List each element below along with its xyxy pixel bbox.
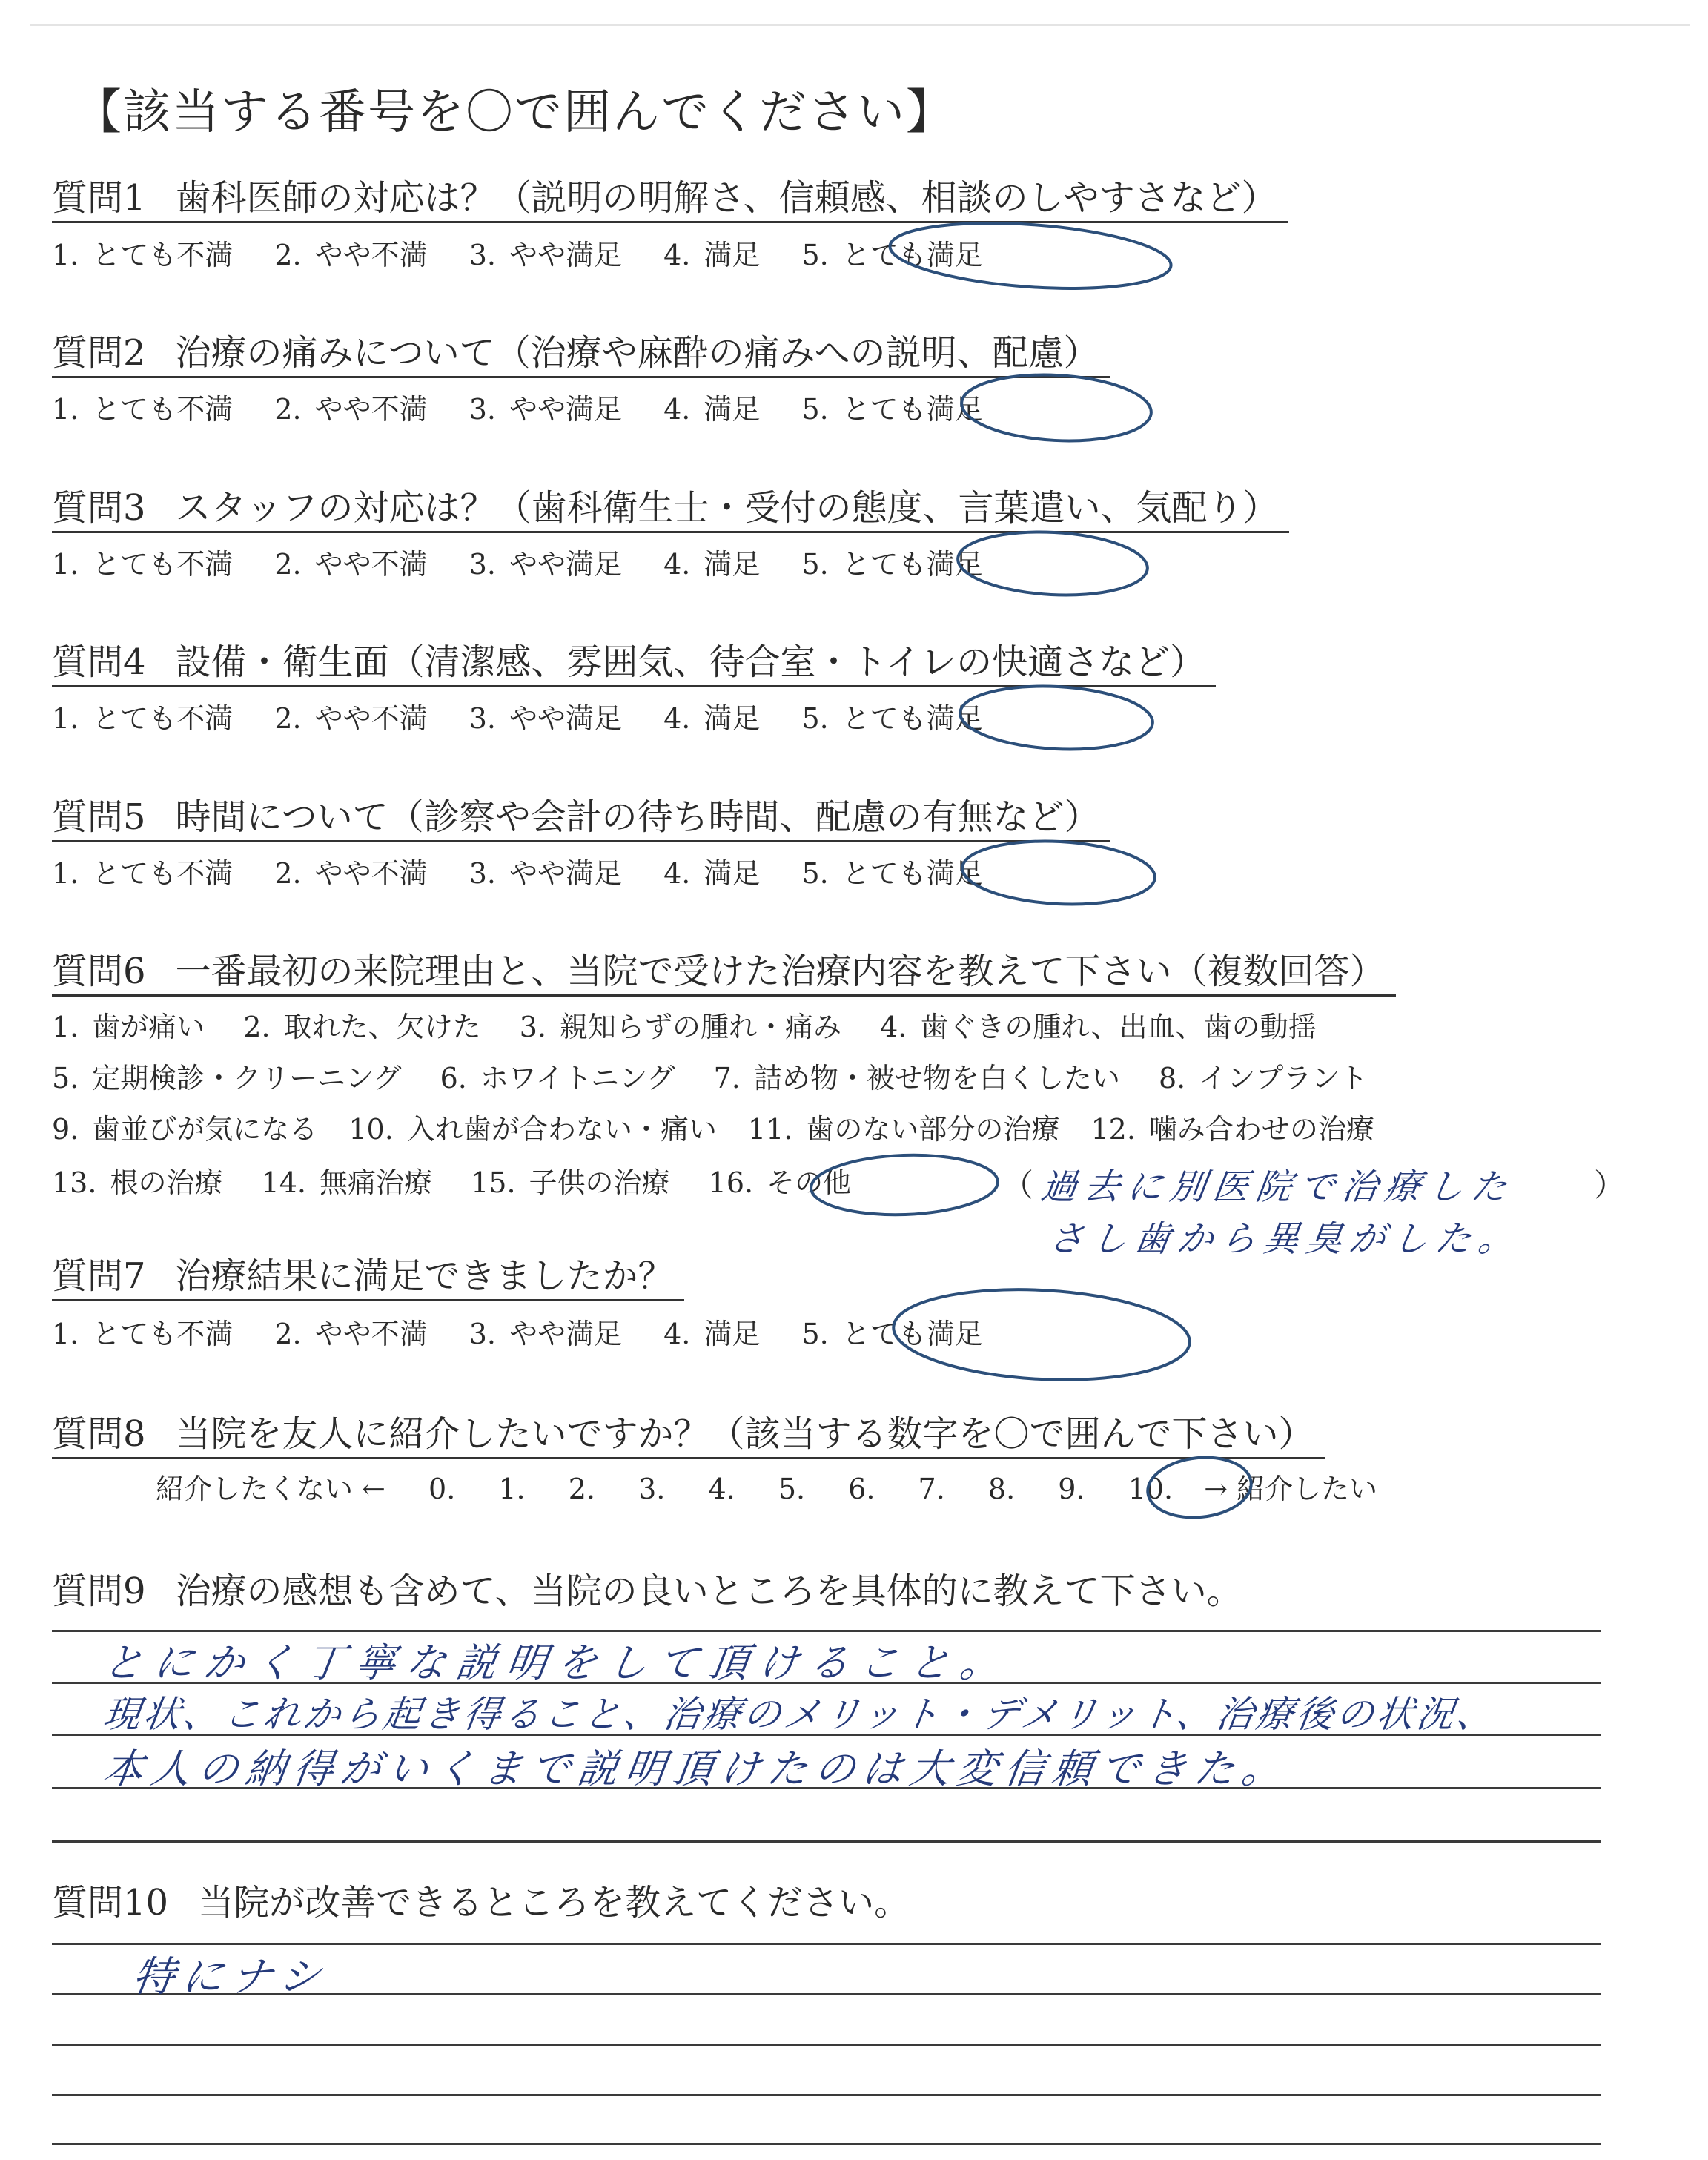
answer-line	[52, 2143, 1601, 2145]
question-8	[52, 1411, 1325, 1459]
question-number: 質問8	[52, 1413, 146, 1455]
rating-option-4[interactable]: 4. 満足	[663, 548, 761, 581]
question-text: 設備・衛生面（清潔感、雰囲気、待合室・トイレの快適さなど）	[175, 641, 1206, 683]
rating-option-3[interactable]: 3. やや満足	[469, 702, 623, 735]
reason-option-13[interactable]: 13. 根の治療	[52, 1166, 223, 1199]
recommend-scale	[156, 1470, 1411, 1508]
rating-option-5[interactable]: 5. とても満足	[801, 393, 983, 426]
rating-option-3[interactable]: 3. やや満足	[469, 548, 623, 581]
rating-option-4[interactable]: 4. 満足	[663, 702, 761, 735]
scale-option-2[interactable]: 2.	[568, 1473, 595, 1505]
scale-option-0[interactable]: 0.	[428, 1473, 456, 1505]
reason-option-3[interactable]: 3. 親知らずの腫れ・痛み	[519, 1011, 842, 1043]
question-3	[52, 485, 1289, 533]
reason-option-4[interactable]: 4. 歯ぐきの腫れ、出血、歯の動揺	[880, 1011, 1317, 1043]
rating-option-2[interactable]: 2. やや不満	[274, 239, 428, 271]
scale-option-4[interactable]: 4.	[708, 1473, 735, 1505]
answer-line	[52, 1840, 1601, 1843]
rating-option-5[interactable]: 5. とても満足	[801, 857, 983, 890]
rating-option-2[interactable]: 2. やや不満	[274, 702, 428, 735]
q6-options-row-1	[52, 1008, 1346, 1046]
rating-option-5[interactable]: 5. とても満足	[801, 1318, 983, 1350]
rating-option-5[interactable]: 5. とても満足	[801, 702, 983, 735]
question-text: 治療の感想も含めて、当院の良いところを具体的に教えて下さい。	[175, 1571, 1242, 1612]
scale-option-8[interactable]: 8.	[987, 1473, 1016, 1505]
scale-left-label: 紹介したくない ←	[156, 1473, 385, 1505]
q6-options-row-4	[52, 1164, 858, 1201]
rating-option-4[interactable]: 4. 満足	[663, 239, 761, 271]
scale-option-9[interactable]: 9.	[1058, 1473, 1085, 1505]
question-number: 質問5	[52, 796, 146, 838]
q1-options	[52, 236, 1016, 274]
question-number: 質問4	[52, 641, 146, 683]
rating-option-2[interactable]: 2. やや不満	[274, 393, 428, 426]
scale-right-label: → 紹介したい	[1204, 1473, 1378, 1505]
rating-option-5[interactable]: 5. とても満足	[801, 548, 983, 581]
question-number: 質問7	[52, 1255, 146, 1297]
scale-option-6[interactable]: 6.	[848, 1473, 875, 1505]
rating-option-1[interactable]: 1. とても不満	[52, 702, 234, 735]
question-number: 質問9	[52, 1571, 146, 1612]
question-text: 時間について（診察や会計の待ち時間、配慮の有無など）	[175, 796, 1100, 838]
other-open-paren: （	[1002, 1167, 1034, 1203]
scale-option-1[interactable]: 1.	[498, 1473, 526, 1505]
q7-options	[52, 1315, 1016, 1353]
instruction-header: 【該当する番号を〇で囲んでください】	[74, 85, 955, 140]
other-answer-line-1: 過去に別医院で治療した	[1038, 1166, 1517, 1208]
reason-option-6[interactable]: 6. ホワイトニング	[440, 1062, 675, 1094]
question-7	[52, 1253, 684, 1301]
reason-option-2[interactable]: 2. 取れた、欠けた	[243, 1011, 481, 1043]
reason-option-12[interactable]: 12. 噛み合わせの治療	[1090, 1113, 1374, 1146]
scale-option-3[interactable]: 3.	[638, 1473, 666, 1505]
question-number: 質問10	[52, 1882, 169, 1923]
scale-option-5[interactable]: 5.	[778, 1473, 806, 1505]
reason-option-15[interactable]: 15. 子供の治療	[471, 1166, 670, 1199]
question-text: 一番最初の来院理由と、当院で受けた治療内容を教えて下さい（複数回答）	[175, 951, 1386, 992]
rating-option-4[interactable]: 4. 満足	[663, 393, 761, 426]
reason-option-8[interactable]: 8. インプラント	[1158, 1062, 1368, 1094]
reason-option-5[interactable]: 5. 定期検診・クリーニング	[52, 1062, 402, 1094]
rating-option-3[interactable]: 3. やや満足	[469, 239, 623, 271]
rating-option-3[interactable]: 3. やや満足	[469, 393, 623, 426]
other-answer-line-2: さし歯から異臭がした。	[1045, 1218, 1525, 1260]
q3-options	[52, 545, 1016, 584]
q6-options-row-3	[52, 1111, 1374, 1148]
question-6	[52, 948, 1396, 997]
rating-option-4[interactable]: 4. 満足	[663, 857, 761, 890]
q5-options	[52, 854, 1016, 893]
question-text: 治療の痛みについて（治療や麻酔の痛みへの説明、配慮）	[175, 332, 1099, 374]
question-number: 質問1	[52, 177, 146, 219]
q6-options-row-2	[52, 1060, 1397, 1097]
question-text: 当院が改善できるところを教えてください。	[198, 1882, 910, 1923]
reason-option-9[interactable]: 9. 歯並びが気になる	[52, 1113, 318, 1146]
rating-option-1[interactable]: 1. とても不満	[52, 1318, 234, 1350]
question-1	[52, 175, 1288, 223]
q4-options	[52, 699, 1016, 738]
reason-option-1[interactable]: 1. 歯が痛い	[52, 1011, 205, 1043]
question-9	[52, 1568, 1242, 1614]
rating-option-4[interactable]: 4. 満足	[663, 1318, 761, 1350]
reason-option-16[interactable]: 16. その他	[708, 1166, 852, 1199]
question-text: 歯科医師の対応は？（説明の明解さ、信頼感、相談のしやすさなど）	[175, 177, 1277, 219]
reason-option-14[interactable]: 14. 無痛治療	[261, 1166, 432, 1199]
question-text: 当院を友人に紹介したいですか？（該当する数字を〇で囲んで下さい）	[175, 1413, 1314, 1455]
rating-option-1[interactable]: 1. とても不満	[52, 393, 234, 426]
q9-answer-line-3: 本人の納得がいくまで説明頂けたのは大変信頼できた。	[100, 1745, 1293, 1792]
q2-options	[52, 390, 1016, 429]
question-2	[52, 330, 1110, 378]
scale-option-7[interactable]: 7.	[918, 1473, 945, 1505]
answer-line	[52, 2094, 1601, 2096]
scale-option-10[interactable]: 10.	[1128, 1473, 1174, 1505]
rating-option-3[interactable]: 3. やや満足	[469, 1318, 623, 1350]
rating-option-1[interactable]: 1. とても不満	[52, 239, 234, 271]
rating-option-3[interactable]: 3. やや満足	[469, 857, 623, 890]
question-5	[52, 794, 1110, 842]
rating-option-1[interactable]: 1. とても不満	[52, 857, 234, 890]
rating-option-1[interactable]: 1. とても不満	[52, 548, 234, 581]
rating-option-2[interactable]: 2. やや不満	[274, 1318, 428, 1350]
reason-option-11[interactable]: 11. 歯のない部分の治療	[747, 1113, 1060, 1146]
reason-option-10[interactable]: 10. 入れ歯が合わない・痛い	[348, 1113, 717, 1146]
question-number: 質問2	[52, 332, 146, 374]
page-top-edge	[30, 24, 1690, 26]
rating-option-2[interactable]: 2. やや不満	[274, 548, 428, 581]
rating-option-2[interactable]: 2. やや不満	[274, 857, 428, 890]
question-text: 治療結果に満足できましたか？	[175, 1255, 674, 1297]
answer-line	[52, 2044, 1601, 2046]
rating-option-5[interactable]: 5. とても満足	[801, 239, 983, 271]
question-number: 質問6	[52, 951, 146, 992]
question-4	[52, 639, 1216, 687]
question-10	[52, 1880, 910, 1926]
q10-answer-line-1: 特にナシ	[129, 1953, 331, 2001]
reason-option-7[interactable]: 7. 詰め物・被せ物を白くしたい	[713, 1062, 1120, 1094]
question-number: 質問3	[52, 487, 146, 529]
q9-answer-line-1: とにかく丁寧な説明をして頂けること。	[100, 1639, 1014, 1686]
other-close-paren: ）	[1594, 1167, 1626, 1203]
q9-answer-line-2: 現状、これから起き得ること、治療のメリット・デメリット、治療後の状況、	[100, 1693, 1500, 1736]
question-text: スタッフの対応は？（歯科衛生士・受付の態度、言葉遣い、気配り）	[175, 487, 1279, 529]
